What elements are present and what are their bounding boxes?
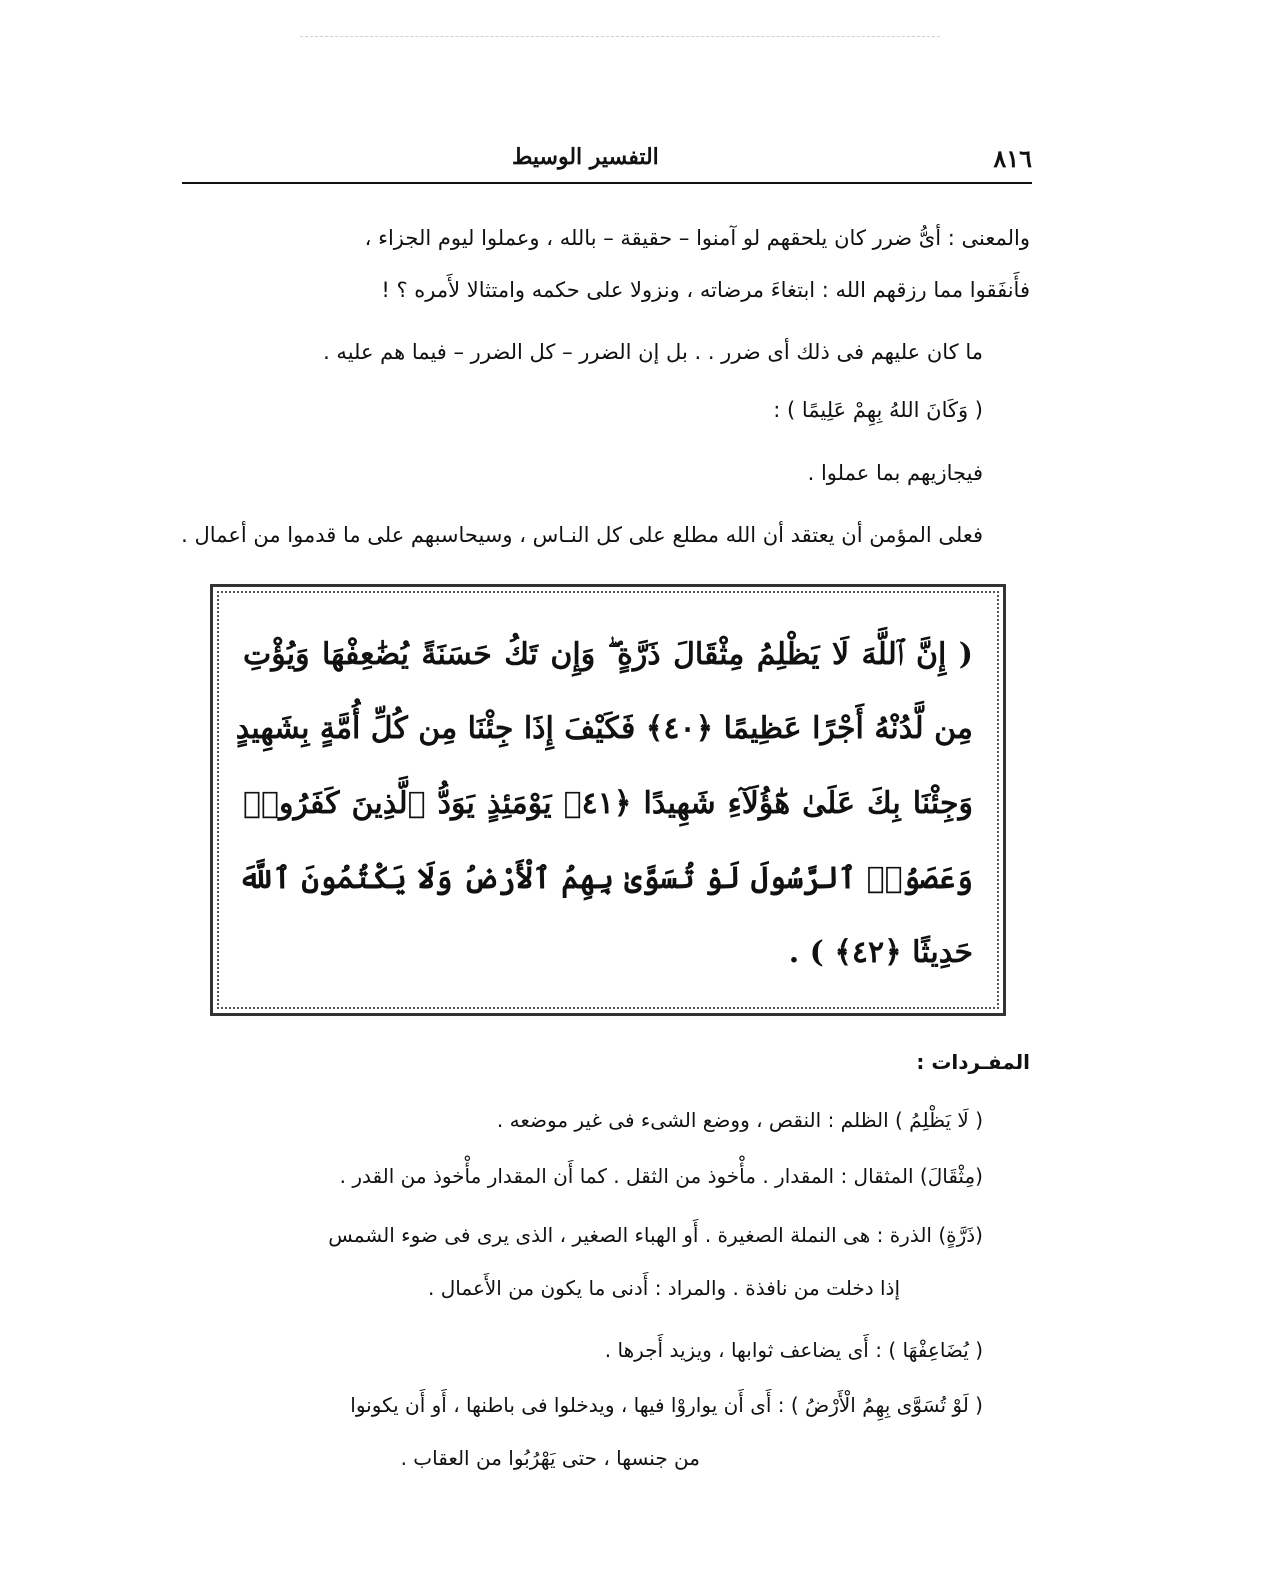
vocabulary-entry: من جنسها ، حتى يَهْرُبُوا من العقاب .	[400, 1446, 700, 1470]
commentary-line: والمعنى : أىُّ ضرر كان يلحقهم لو آمنوا – حقيقة – بالله ، وعملوا ليوم الجزاء ،	[364, 226, 1030, 250]
commentary-line: ( وَكَانَ اللهُ بِهِمْ عَلِيمًا ) :	[773, 398, 983, 422]
page-number: ٨١٦	[993, 144, 1032, 173]
verse-line: حَدِيثًا ﴿٤٢﴾ ) .	[788, 935, 973, 970]
vocabulary-entry: ( يُضَاعِفْهَا ) : أَى يضاعف ثوابها ، ويزيد أَجرها .	[604, 1338, 983, 1362]
vocabulary-heading: المفـردات :	[916, 1050, 1030, 1074]
verse-line: وَجِئْنَا بِكَ عَلَىٰ هَٰٓؤُلَآءِ شَهِيدًا ﴿٤١﴾ يَوْمَئِذٍ يَوَدُّ ٱلَّذِينَ كَفَرُوا۟	[243, 786, 973, 821]
top-decorative-rule	[300, 36, 940, 37]
page-header	[182, 138, 1032, 184]
verse-line: وَعَصَوُا۟ ٱلرَّسُولَ لَوْ تُسَوَّىٰ بِهِمُ ٱلْأَرْضُ وَلَا يَكْتُمُونَ ٱللَّهَ	[238, 861, 973, 896]
verse-line: ( إِنَّ ٱللَّهَ لَا يَظْلِمُ مِثْقَالَ ذَرَّةٍ ۖ وَإِن تَكُ حَسَنَةً يُضَٰعِفْهَا وَيُؤْتِ	[243, 637, 973, 672]
commentary-line: فعلى المؤمن أن يعتقد أن الله مطلع على كل النـاس ، وسيحاسبهم على ما قدموا من أعمال .	[181, 523, 983, 547]
vocabulary-entry: (مِثْقَالَ) المثقال : المقدار . مأْخوذ من الثقل . كما أَن المقدار مأْخوذ من القدر .	[339, 1164, 983, 1188]
commentary-line: ما كان عليهم فى ذلك أى ضرر . . بل إن الضرر – كل الضرر – فيما هم عليه .	[323, 340, 983, 364]
vocabulary-entry: (ذَرَّةٍ) الذرة : هى النملة الصغيرة . أَو الهباء الصغير ، الذى يرى فى ضوء الشمس	[328, 1223, 983, 1247]
vocabulary-entry: إذا دخلت من نافذة . والمراد : أَدنى ما يكون من الأَعمال .	[428, 1276, 900, 1300]
commentary-line: فيجازيهم بما عملوا .	[807, 461, 983, 485]
commentary-line: فأَنفَقوا مما رزقهم الله : ابتغاءَ مرضاته ، ونزولا على حكمه وامتثالا لأَمره ؟ !	[381, 278, 1030, 302]
running-title: التفسير الوسيط	[512, 144, 659, 170]
verse-line: مِن لَّدُنْهُ أَجْرًا عَظِيمًا ﴿٤٠﴾ فَكَيْفَ إِذَا جِئْنَا مِن كُلِّ أُمَّةٍ بِشَهِيدٍ	[235, 711, 973, 746]
vocabulary-entry: ( لَا يَظْلِمُ ) الظلم : النقص ، ووضع الشىء فى غير موضعه .	[496, 1108, 983, 1132]
vocabulary-entry: ( لَوْ تُسَوَّى بِهِمُ الْأَرْضُ ) : أَى أَن يواروْا فيها ، ويدخلوا فى باطنها ، أَو أَن يكونوا	[350, 1393, 983, 1417]
quran-verse-box	[210, 584, 1006, 1016]
